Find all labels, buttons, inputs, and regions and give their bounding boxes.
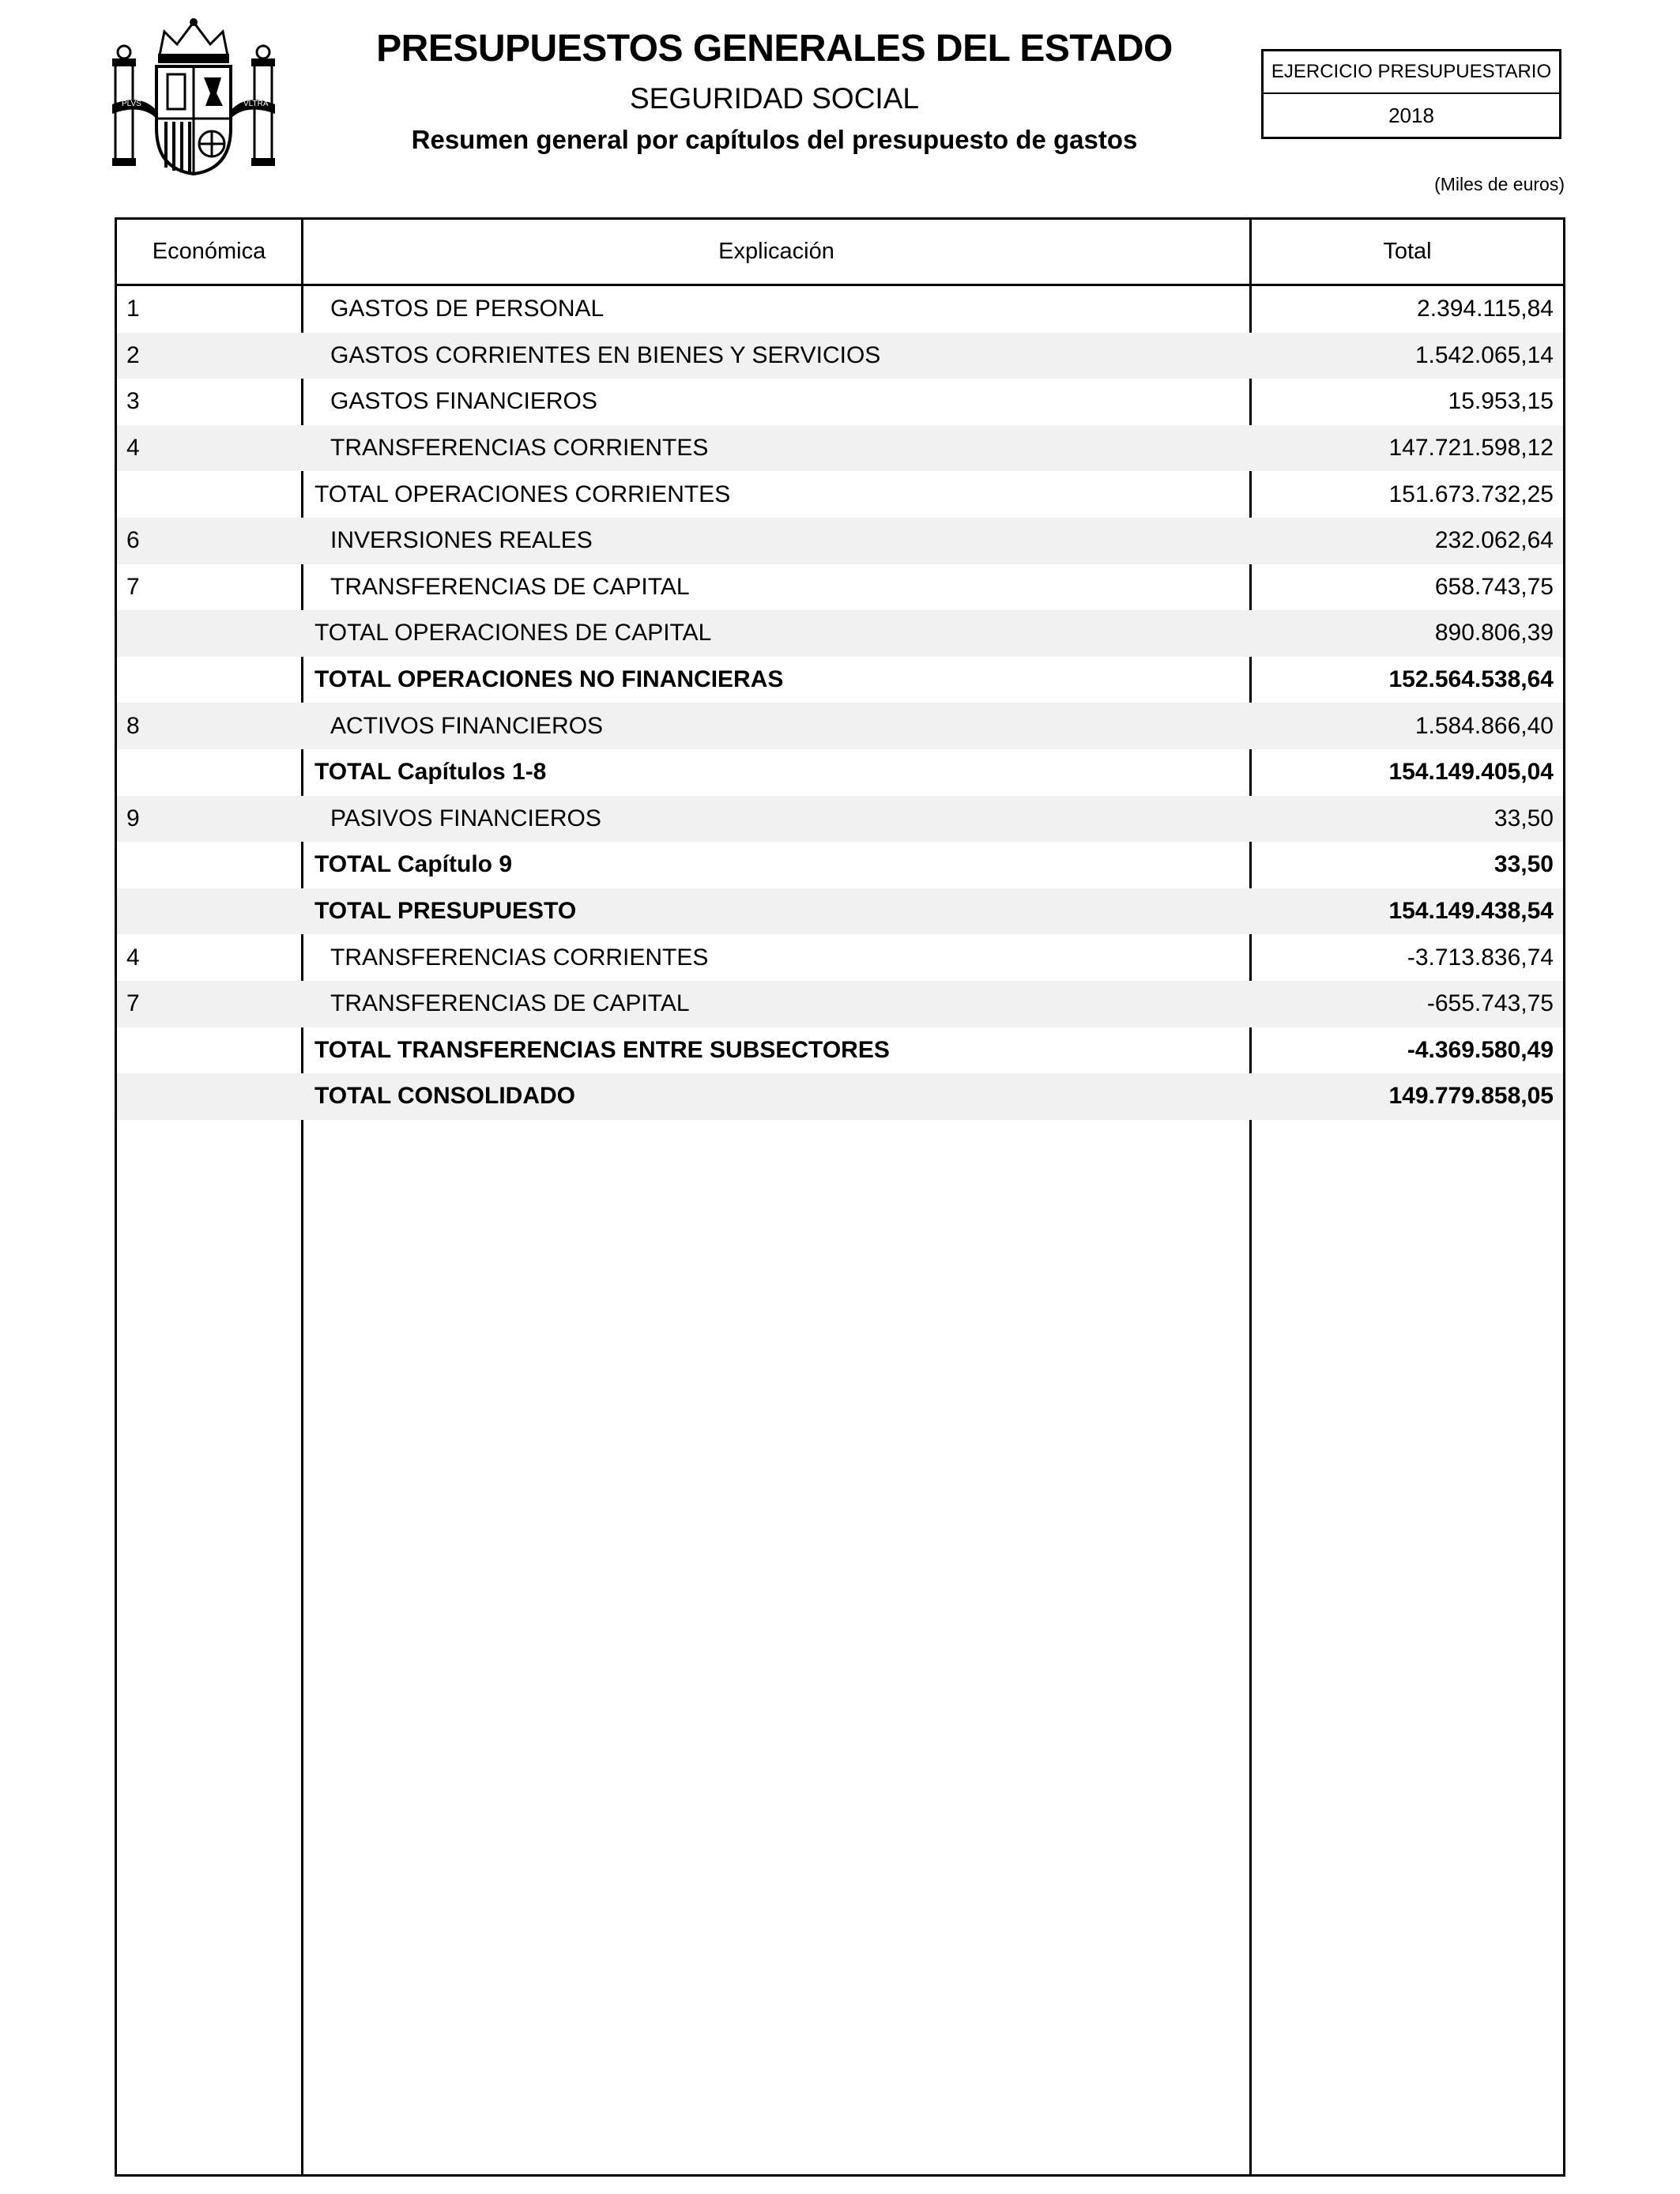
table-row (117, 564, 1563, 611)
row-description: PASIVOS FINANCIEROS (330, 805, 601, 831)
row-description: TOTAL CONSOLIDADO (315, 1083, 575, 1110)
table-header (117, 220, 1563, 286)
budget-table (115, 217, 1565, 2177)
column-header-economica: Económica (152, 239, 266, 264)
table-row (117, 425, 1563, 472)
row-amount: -4.369.580,49 (1407, 1036, 1554, 1063)
row-code (126, 842, 284, 888)
table-row (117, 703, 1563, 749)
row-description: TOTAL PRESUPUESTO (315, 898, 577, 925)
row-code: 7 (126, 573, 140, 600)
row-amount: 33,50 (1494, 805, 1554, 831)
row-amount: 1.584.866,40 (1414, 712, 1554, 739)
row-code: 3 (126, 388, 140, 415)
row-description: GASTOS CORRIENTES EN BIENES Y SERVICIOS (330, 341, 881, 368)
row-amount: 151.673.732,25 (1388, 481, 1554, 507)
row-amount: 152.564.538,64 (1388, 666, 1554, 693)
row-code (126, 1027, 284, 1074)
row-amount: 2.394.115,84 (1417, 296, 1554, 322)
row-description: GASTOS DE PERSONAL (330, 296, 605, 322)
row-code: 7 (126, 990, 140, 1017)
row-code: 9 (126, 805, 140, 831)
table-row (117, 1027, 1563, 1074)
table-row (117, 657, 1563, 703)
units-note: (Miles de euros) (1434, 174, 1565, 194)
document-subtitle: SEGURIDAD SOCIAL (630, 82, 919, 115)
fiscal-year-box (1261, 49, 1561, 139)
row-description: TOTAL OPERACIONES CORRIENTES (315, 481, 731, 507)
row-description: ACTIVOS FINANCIEROS (330, 712, 604, 739)
row-amount: -3.713.836,74 (1407, 944, 1554, 971)
row-code (126, 1073, 284, 1120)
row-description: TRANSFERENCIAS CORRIENTES (330, 944, 709, 971)
row-description: TOTAL Capítulos 1-8 (315, 759, 547, 786)
table-row (117, 471, 1563, 518)
row-amount: 658.743,75 (1434, 573, 1554, 600)
row-description: TRANSFERENCIAS DE CAPITAL (330, 990, 690, 1017)
row-amount: 154.149.438,54 (1388, 898, 1554, 925)
row-description: TOTAL OPERACIONES DE CAPITAL (315, 620, 712, 647)
table-row (117, 1073, 1563, 1120)
table-row (117, 379, 1563, 425)
table-row (117, 981, 1563, 1027)
row-amount: 232.062,64 (1434, 527, 1554, 554)
table-body (117, 286, 1563, 1120)
motto-left: PLVS (122, 100, 141, 108)
row-amount: 147.721.598,12 (1388, 435, 1554, 462)
row-amount: 33,50 (1494, 851, 1554, 878)
row-code (126, 471, 284, 518)
table-row (117, 610, 1563, 657)
column-header-total: Total (1383, 239, 1432, 264)
row-amount: -655.743,75 (1426, 990, 1554, 1017)
table-row (117, 749, 1563, 796)
row-code: 8 (126, 712, 140, 739)
row-description: TRANSFERENCIAS CORRIENTES (330, 435, 709, 462)
row-amount: 1.542.065,14 (1414, 341, 1554, 368)
row-code (126, 749, 284, 796)
row-description: TOTAL Capítulo 9 (315, 851, 513, 878)
row-description: GASTOS FINANCIEROS (330, 388, 597, 415)
motto-right: VLTRA (243, 100, 269, 108)
row-code: 4 (126, 435, 140, 462)
row-code (126, 888, 284, 935)
row-code (126, 610, 284, 657)
row-description: TOTAL OPERACIONES NO FINANCIERAS (315, 666, 784, 693)
table-row (117, 888, 1563, 935)
row-description: INVERSIONES REALES (330, 527, 593, 554)
document-description: Resumen general por capítulos del presupuesto de gastos (411, 125, 1138, 154)
row-description: TRANSFERENCIAS DE CAPITAL (330, 573, 690, 600)
row-amount: 890.806,39 (1434, 620, 1554, 647)
table-row (117, 842, 1563, 888)
table-row (117, 934, 1563, 981)
column-header-explicacion: Explicación (718, 239, 834, 264)
document-title: PRESUPUESTOS GENERALES DEL ESTADO (376, 28, 1173, 70)
row-code (126, 657, 284, 703)
table-row (117, 333, 1563, 379)
row-code: 1 (126, 296, 140, 322)
row-amount: 154.149.405,04 (1388, 759, 1554, 786)
row-code: 6 (126, 527, 140, 554)
table-row (117, 796, 1563, 843)
row-code: 2 (126, 341, 140, 368)
row-code: 4 (126, 944, 140, 971)
fiscal-year-label: EJERCICIO PRESUPUESTARIO (1264, 51, 1559, 94)
row-amount: 15.953,15 (1448, 388, 1554, 415)
row-description: TOTAL TRANSFERENCIAS ENTRE SUBSECTORES (315, 1036, 890, 1063)
table-row (117, 518, 1563, 564)
table-row (117, 286, 1563, 333)
row-amount: 149.779.858,05 (1388, 1083, 1554, 1110)
coat-of-arms-logo (111, 17, 277, 175)
fiscal-year-value: 2018 (1388, 103, 1434, 127)
